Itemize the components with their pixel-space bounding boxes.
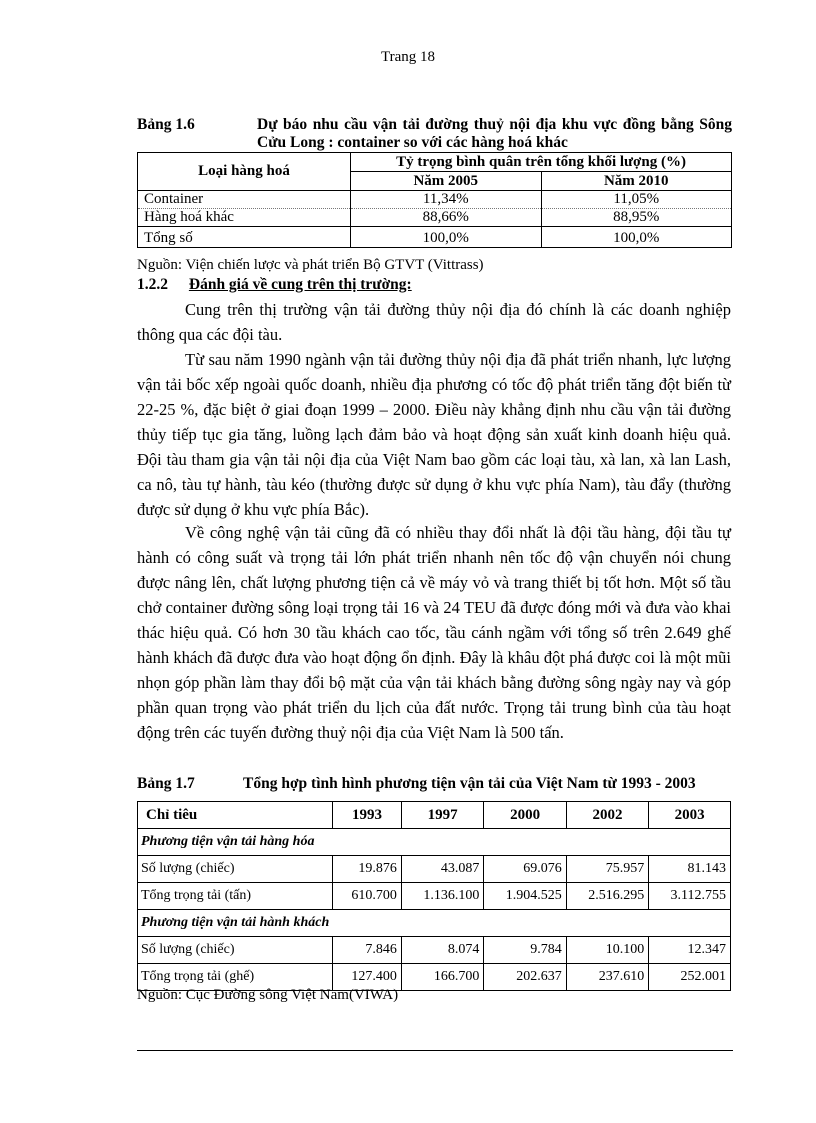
table-row (138, 209, 732, 227)
cell-value: 8.074 (401, 937, 483, 964)
cell-value: 43.087 (401, 856, 483, 883)
cell-value: 69.076 (484, 856, 566, 883)
cell-value: 9.784 (484, 937, 566, 964)
page-number: Trang 18 (380, 49, 436, 65)
cell-value: 1.904.525 (484, 883, 566, 910)
paragraph-text: Về công nghệ vận tải cũng đã có nhiều thay đổi nhất là đội tầu hàng, đội tầu tự hành có công suất và trọng tải lớn phát triển nhanh nên tốc độ vận chuyển nói chung được nâng lên, chất lượng phương tiện cả về máy vỏ và trang thiết bị tốt hơn. Một số tầu chở container đường sông loại trọng tải 16 và 24 TEU đã được đóng mới và đưa vào khai thác hiệu quả. Có hơn 30 tầu khách cao tốc, tầu cánh ngầm với tổng số trên 2.649 ghế hành khách đã được đưa vào hoạt động ổn định. Đây là khâu đột phá được coi là một mũi nhọn góp phần làm thay đổi bộ mặt của vận tải khách bằng đường sông ngày nay và góp phần quan trọng vào phát triển du lịch của đất nước. Trọng tải trung bình của tàu hoạt động trên các tuyến đường thuỷ nội địa của Việt Nam là 500 tấn. (137, 523, 731, 742)
column-header: 2003 (649, 802, 731, 829)
table2 (137, 801, 731, 991)
cell-value: 7.846 (333, 937, 402, 964)
table1-title: Dự báo nhu cầu vận tải đường thuỷ nội địa khu vực đồng bằng Sông Cửu Long : container so với các hàng hoá khác (257, 116, 732, 151)
paragraph-3 (137, 520, 731, 745)
table-row (138, 856, 731, 883)
cell-value: 3.112.755 (649, 883, 731, 910)
section-heading (137, 276, 412, 294)
row-label: Tổng số (138, 227, 351, 248)
table2-title: Tổng hợp tình hình phương tiện vận tải của Việt Nam từ 1993 - 2003 (243, 775, 696, 792)
cell-value: 127.400 (333, 964, 402, 991)
row-label: Số lượng (chiếc) (138, 856, 333, 883)
cell-value: 88,95% (541, 209, 732, 227)
table1-header-year2: Năm 2010 (541, 172, 732, 191)
table-row (138, 937, 731, 964)
table2-source: Nguồn: Cục Đường sông Việt Nam(VIWA) (137, 987, 399, 1003)
table1 (137, 152, 732, 248)
group-row (138, 829, 731, 856)
table1-header-year1: Năm 2005 (351, 172, 542, 191)
group-row (138, 910, 731, 937)
cell-value: 2.516.295 (566, 883, 648, 910)
cell-value: 11,34% (351, 191, 542, 209)
table2-label: Bảng 1.7 (137, 775, 195, 792)
cell-value: 11,05% (541, 191, 732, 209)
column-header: 1993 (333, 802, 402, 829)
section-number: 1.2.2 (137, 276, 168, 293)
cell-value: 10.100 (566, 937, 648, 964)
cell-value: 610.700 (333, 883, 402, 910)
section-title: Đánh giá về cung trên thị trường: (188, 276, 412, 293)
table1-header-group: Tỷ trọng bình quân trên tổng khối lượng (%) (351, 153, 732, 172)
paragraph-text: Cung trên thị trường vận tải đường thủy nội địa đó chính là các doanh nghiệp thông qua các đội tàu. (137, 300, 731, 344)
table1-label: Bảng 1.6 (137, 116, 195, 133)
cell-value: 237.610 (566, 964, 648, 991)
group-label: Phương tiện vận tải hàng hóa (138, 829, 731, 856)
cell-value: 88,66% (351, 209, 542, 227)
table-row (138, 883, 731, 910)
cell-value: 100,0% (351, 227, 542, 248)
table1-caption (137, 116, 732, 152)
column-header: Chỉ tiêu (138, 802, 333, 829)
paragraph-1 (137, 297, 731, 347)
column-header: 1997 (401, 802, 483, 829)
row-label: Container (138, 191, 351, 209)
column-header: 2000 (484, 802, 566, 829)
group-label: Phương tiện vận tải hành khách (138, 910, 731, 937)
cell-value: 19.876 (333, 856, 402, 883)
table2-caption (137, 775, 732, 793)
table-row-total (138, 227, 732, 248)
row-label: Hàng hoá khác (138, 209, 351, 227)
cell-value: 1.136.100 (401, 883, 483, 910)
cell-value: 81.143 (649, 856, 731, 883)
cell-value: 100,0% (541, 227, 732, 248)
cell-value: 166.700 (401, 964, 483, 991)
table1-source: Nguồn: Viện chiến lược và phát triển Bộ GTVT (Vittrass) (137, 257, 484, 273)
row-label: Tổng trọng tải (ghế) (138, 964, 333, 991)
column-header: 2002 (566, 802, 648, 829)
footer-divider (137, 1050, 733, 1051)
table1-header-type: Loại hàng hoá (138, 153, 351, 191)
row-label: Tổng trọng tải (tấn) (138, 883, 333, 910)
paragraph-2 (137, 347, 731, 522)
cell-value: 75.957 (566, 856, 648, 883)
cell-value: 202.637 (484, 964, 566, 991)
row-label: Số lượng (chiếc) (138, 937, 333, 964)
cell-value: 252.001 (649, 964, 731, 991)
table-row (138, 191, 732, 209)
cell-value: 12.347 (649, 937, 731, 964)
paragraph-text: Từ sau năm 1990 ngành vận tải đường thủy nội địa đã phát triển nhanh, lực lượng vận tải bốc xếp ngoài quốc doanh, nhiều địa phương có tốc độ phát triển tăng đột biến từ 22-25 %, đặc biệt ở giai đoạn 1999 – 2000. Điều này khẳng định nhu cầu vận tải đường thủy tiếp tục gia tăng, luồng lạch đảm bảo và hoạt động sản xuất kinh doanh hiệu quả. Đội tàu tham gia vận tải nội địa của Việt Nam bao gồm các loại tàu, xà lan, xà lan Lash, ca nô, tàu tự hành, tàu kéo (thường được sử dụng ở khu vực phía Nam), tàu đẩy (thường được sử dụng ở khu vực phía Bắc). (137, 350, 731, 519)
table-header-row (138, 802, 731, 829)
